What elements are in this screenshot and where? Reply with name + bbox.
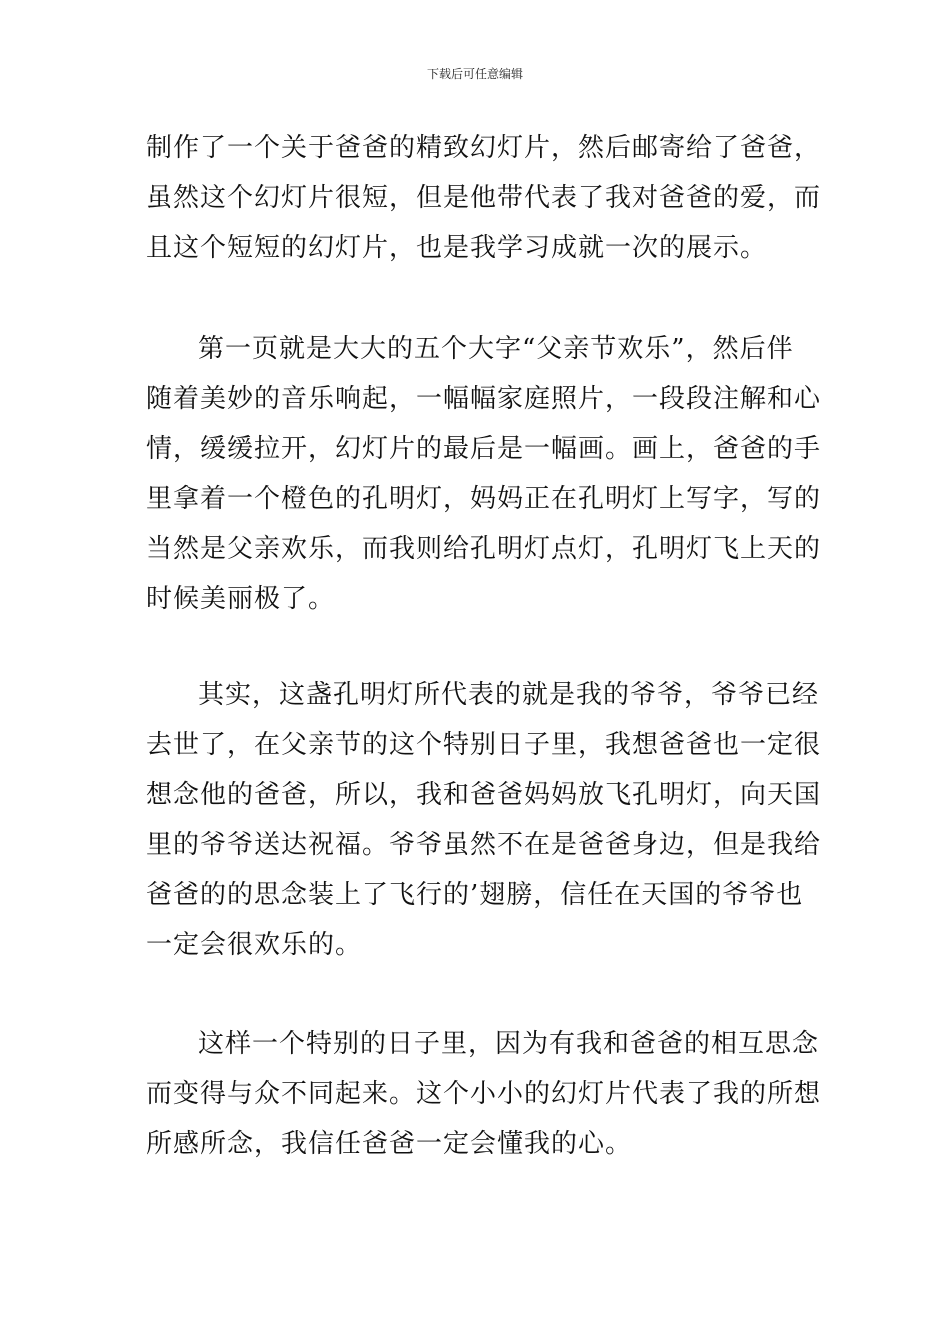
- paragraph-line: 随着美妙的音乐响起，一幅幅家庭照片，一段段注解和心: [146, 384, 822, 414]
- paragraph-line: 这样一个特别的日子里，因为有我和爸爸的相互思念: [198, 1029, 820, 1059]
- paragraph-line: 其实，这盏孔明灯所代表的就是我的爷爷，爷爷已经: [198, 680, 820, 710]
- paragraph-line: 当然是父亲欢乐，而我则给孔明灯点灯，孔明灯飞上天的: [146, 534, 822, 564]
- paragraph-line: 第一页就是大大的五个大字“父亲节欢乐”，然后伴: [198, 334, 794, 364]
- page-header: 下载后可任意编辑: [426, 67, 523, 81]
- paragraph-line: 里拿着一个橙色的孔明灯，妈妈正在孔明灯上写字，写的: [146, 484, 822, 514]
- paragraph-line: 里的爷爷送达祝福。爷爷虽然不在是爸爸身边，但是我给: [146, 830, 822, 860]
- paragraph-line: 去世了，在父亲节的这个特别日子里，我想爸爸也一定很: [146, 730, 822, 760]
- paragraph-1: [146, 123, 822, 273]
- paragraph-line: 所感所念，我信任爸爸一定会懂我的心。: [146, 1129, 633, 1159]
- paragraph-line: 时候美丽极了。: [146, 584, 336, 614]
- paragraph-line: 一定会很欢乐的。: [146, 930, 363, 960]
- paragraph-line: 爸爸的的思念装上了飞行的’翅膀，信任在天国的爷爷也: [146, 880, 804, 910]
- paragraph-line: 虽然这个幻灯片很短，但是他带代表了我对爸爸的爱，而: [146, 183, 822, 213]
- paragraph-line: 而变得与众不同起来。这个小小的幻灯片代表了我的所想: [146, 1079, 822, 1109]
- paragraph-4: [146, 1019, 822, 1169]
- paragraph-line: 且这个短短的幻灯片，也是我学习成就一次的展示。: [146, 233, 768, 263]
- paragraph-line: 想念他的爸爸，所以，我和爸爸妈妈放飞孔明灯，向天国: [146, 780, 822, 810]
- paragraph-3: [146, 670, 822, 970]
- paragraph-line: 制作了一个关于爸爸的精致幻灯片，然后邮寄给了爸爸，: [146, 133, 822, 163]
- paragraph-line: 情，缓缓拉开，幻灯片的最后是一幅画。画上，爸爸的手: [146, 434, 822, 464]
- paragraph-2: [146, 324, 822, 624]
